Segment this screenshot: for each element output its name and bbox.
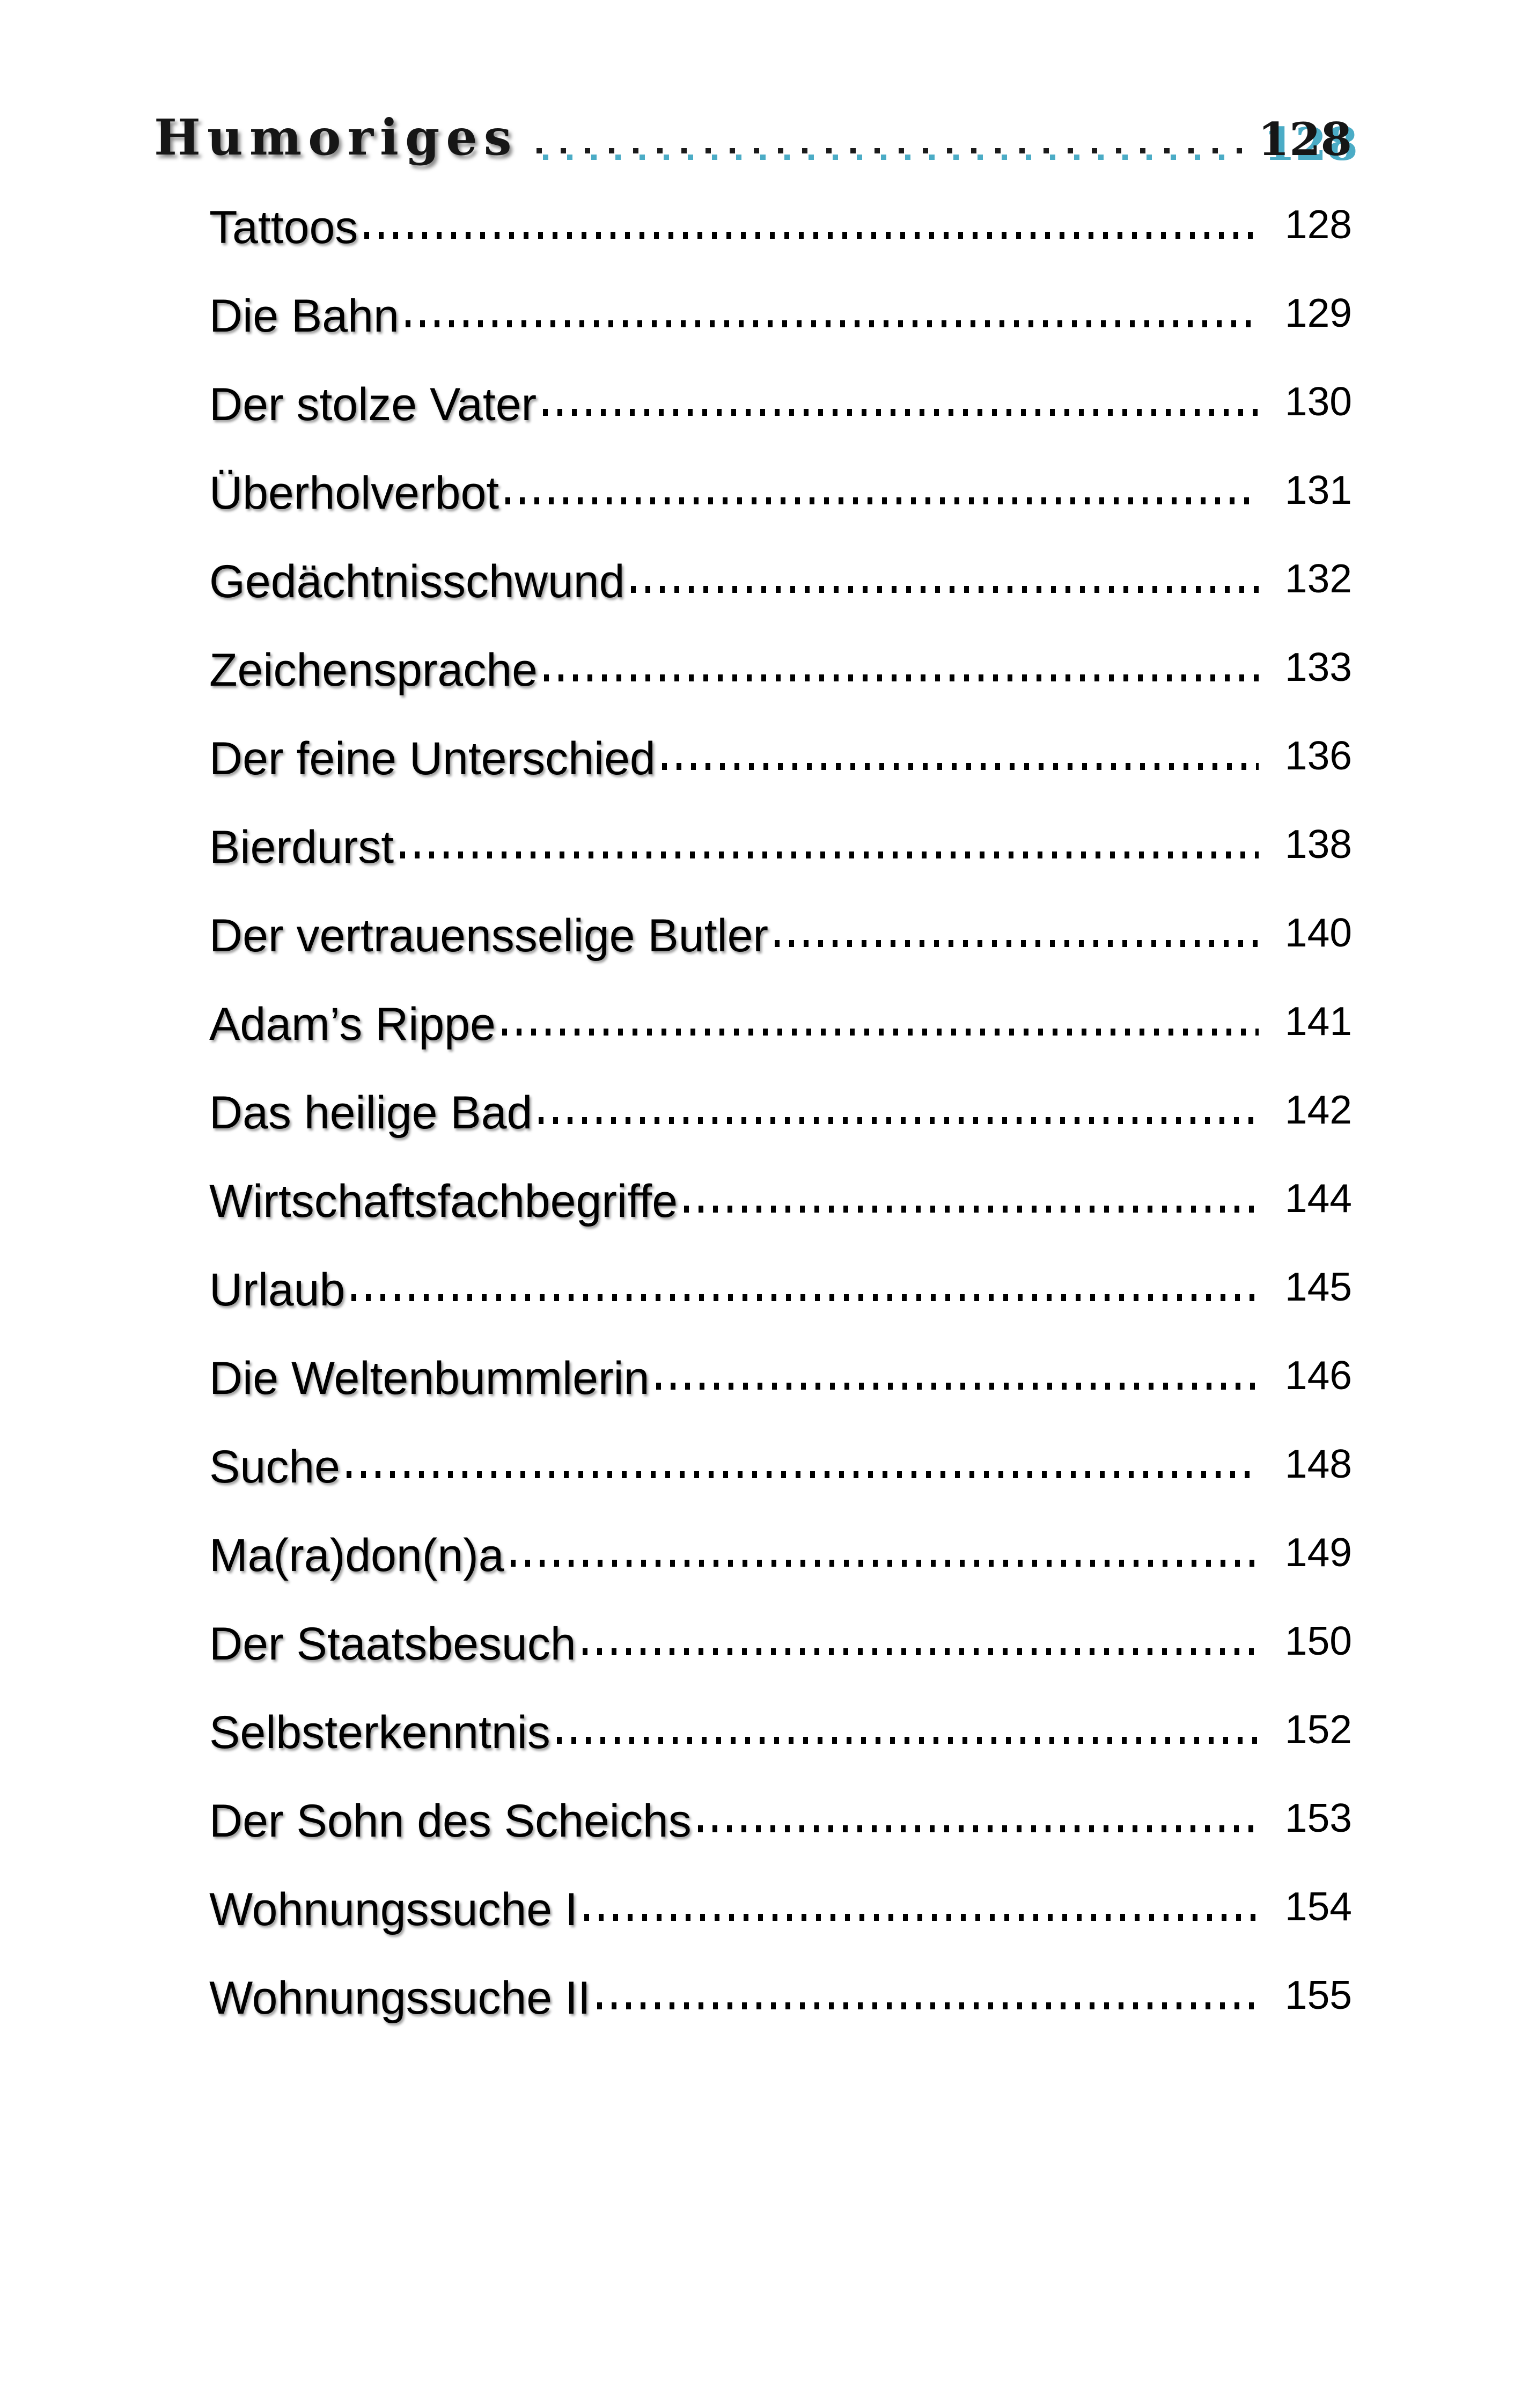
- toc-entry-title: Urlaub: [209, 1264, 346, 1316]
- toc-entry-title: Selbsterkenntnis: [209, 1707, 550, 1758]
- dot-leader: [597, 2002, 1259, 2009]
- dot-leader: [656, 1383, 1259, 1390]
- toc-entry-title: Wohnungssuche II: [209, 1972, 591, 2024]
- toc-entry: [209, 782, 1352, 873]
- dot-leader: [347, 1471, 1259, 1478]
- toc-entry-title: Die Weltenbummlerin: [209, 1353, 650, 1404]
- toc-entry: [209, 162, 1352, 251]
- toc-entry: [209, 1844, 1352, 1933]
- toc-entry: [209, 605, 1352, 696]
- toc-entry-page-number: 146: [1284, 1353, 1352, 1398]
- toc-entry-title: Überholverbot: [209, 467, 499, 519]
- toc-entry-title: Der stolze Vater: [209, 379, 537, 430]
- dot-leader: [511, 1560, 1259, 1567]
- toc-entry-page-number: 132: [1284, 556, 1352, 601]
- dot-leader: [537, 148, 1243, 161]
- dot-leader: [502, 1029, 1259, 1036]
- toc-entry-page-number: 133: [1284, 644, 1352, 689]
- toc-entry-title: Wirtschaftsfachbegriffe: [209, 1176, 678, 1227]
- toc-entry: [209, 959, 1352, 1050]
- toc-entry-page-number: 140: [1284, 910, 1352, 955]
- toc-entry-title: Der Staatsbesuch: [209, 1618, 576, 1670]
- toc-entry-page-number: 155: [1284, 1972, 1352, 2017]
- dot-leader: [400, 851, 1259, 858]
- toc-entry: [209, 339, 1352, 428]
- toc-entry: [209, 1313, 1352, 1404]
- toc-entry: [209, 1401, 1352, 1493]
- toc-entry-title: Der Sohn des Scheichs: [209, 1795, 692, 1847]
- dot-leader: [544, 674, 1259, 681]
- dot-leader: [364, 232, 1259, 239]
- toc-entry-title: Bierdurst: [209, 821, 394, 873]
- dot-leader: [584, 1914, 1259, 1921]
- toc-entry-page-number: 138: [1284, 821, 1352, 867]
- toc-entry-page-number: 136: [1284, 733, 1352, 778]
- toc-entry-page-number: 129: [1284, 290, 1352, 335]
- section-page-number: 128: [1258, 113, 1352, 166]
- dot-leader: [662, 763, 1259, 770]
- dot-leader: [505, 497, 1259, 504]
- toc-entry-title: Der vertrauensselige Butler: [209, 910, 769, 961]
- toc-entry-title: Suche: [209, 1441, 340, 1493]
- toc-entry-page-number: 144: [1284, 1176, 1352, 1221]
- toc-entry-title: Die Bahn: [209, 290, 399, 342]
- toc-entry-page-number: 128: [1284, 202, 1352, 247]
- toc-entry-page-number: 131: [1284, 467, 1352, 512]
- toc-entries: [209, 162, 1352, 2024]
- toc-section-row: [154, 102, 1352, 166]
- toc-entry-title: Tattoos: [209, 202, 358, 253]
- toc-entry: [209, 1933, 1352, 2024]
- toc-entry-page-number: 148: [1284, 1441, 1352, 1486]
- toc-entry-title: Der feine Unterschied: [209, 733, 656, 784]
- toc-entry-title: Ma(ra)don(n)a: [209, 1530, 504, 1581]
- toc-entry-title: Wohnungssuche I: [209, 1884, 578, 1935]
- dot-leader: [351, 1294, 1259, 1301]
- toc-entry-page-number: 145: [1284, 1264, 1352, 1309]
- toc-entry: [209, 1224, 1352, 1316]
- toc-entry-page-number: 130: [1284, 379, 1352, 424]
- toc-entry: [209, 1136, 1352, 1227]
- dot-leader: [539, 1117, 1259, 1124]
- section-title: Humoriges: [154, 108, 518, 166]
- toc-entry: [209, 693, 1352, 782]
- dot-leader: [698, 1825, 1259, 1832]
- toc-entry-page-number: 150: [1284, 1618, 1352, 1663]
- toc-entry: [209, 1667, 1352, 1756]
- toc-entry-page-number: 154: [1284, 1884, 1352, 1929]
- toc-entry-page-number: 152: [1284, 1707, 1352, 1752]
- dot-leader: [543, 409, 1259, 416]
- toc-entry: [209, 251, 1352, 342]
- toc-entry: [209, 1756, 1352, 1847]
- dot-leader: [631, 586, 1259, 593]
- toc-entry-title: Gedächtnisschwund: [209, 556, 625, 607]
- dot-leader: [557, 1737, 1259, 1744]
- dot-leader: [775, 940, 1259, 947]
- toc-entry-page-number: 142: [1284, 1087, 1352, 1132]
- toc-entry-page-number: 153: [1284, 1795, 1352, 1840]
- toc-entry: [209, 1047, 1352, 1139]
- toc-entry-title: Das heilige Bad: [209, 1087, 533, 1139]
- dot-leader: [406, 320, 1259, 327]
- toc-entry-page-number: 149: [1284, 1530, 1352, 1575]
- toc-entry: [209, 428, 1352, 519]
- toc-entry: [209, 516, 1352, 605]
- toc-entry-title: Adam’s Rippe: [209, 999, 496, 1050]
- toc-entry-page-number: 141: [1284, 999, 1352, 1044]
- toc-entry: [209, 870, 1352, 959]
- toc-entry-title: Zeichensprache: [209, 644, 538, 696]
- toc-entry: [209, 1490, 1352, 1579]
- toc-entry: [209, 1579, 1352, 1670]
- dot-leader: [583, 1648, 1259, 1655]
- dot-leader: [684, 1206, 1259, 1213]
